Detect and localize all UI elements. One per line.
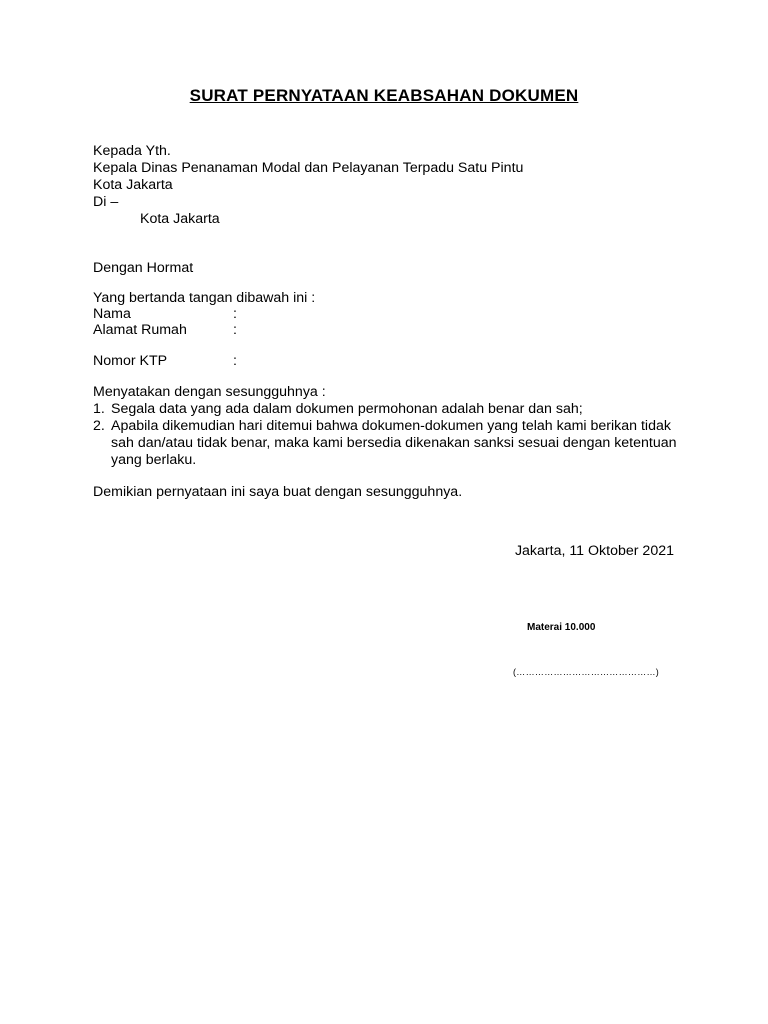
item-1-text: Segala data yang ada dalam dokumen permohonan adalah benar dan sah; xyxy=(111,401,583,417)
greeting: Dengan Hormat xyxy=(93,260,194,276)
field-alamat-colon: : xyxy=(233,322,237,338)
place-date: Jakarta, 11 Oktober 2021 xyxy=(514,543,674,559)
field-nama xyxy=(93,306,237,323)
field-alamat xyxy=(93,322,237,339)
field-ktp xyxy=(93,353,237,370)
item-2-text: Apabila dikemudian hari ditemui bahwa dokumen-dokumen yang telah kami berikan tidak sah dan/atau tidak benar, maka kami bersedia dikenakan sanksi sesuai dengan ketentuan yang berlaku. xyxy=(111,418,677,468)
recipient-city: Kota Jakarta xyxy=(93,177,173,193)
field-nama-colon: : xyxy=(233,306,237,322)
field-nama-label: Nama xyxy=(93,306,131,322)
intro-text: Yang bertanda tangan dibawah ini : xyxy=(93,290,316,306)
document-title: SURAT PERNYATAAN KEABSAHAN DOKUMEN xyxy=(189,86,579,105)
recipient-location: Kota Jakarta xyxy=(140,211,220,227)
signature-line: (………………………………………) xyxy=(513,667,660,677)
item-2-number: 2. xyxy=(93,418,105,434)
closing-statement: Demikian pernyataan ini saya buat dengan sesungguhnya. xyxy=(93,484,463,500)
stamp-label: Materai 10.000 xyxy=(527,622,596,633)
recipient-office: Kepala Dinas Penanaman Modal dan Pelayanan Terpadu Satu Pintu xyxy=(93,160,524,176)
field-alamat-label: Alamat Rumah xyxy=(93,322,187,338)
recipient-di: Di – xyxy=(93,194,119,210)
statement-intro: Menyatakan dengan sesungguhnya : xyxy=(93,384,326,400)
recipient-salutation: Kepada Yth. xyxy=(93,143,171,159)
field-ktp-colon: : xyxy=(233,353,237,369)
field-ktp-label: Nomor KTP xyxy=(93,353,168,369)
item-1-number: 1. xyxy=(93,401,105,417)
